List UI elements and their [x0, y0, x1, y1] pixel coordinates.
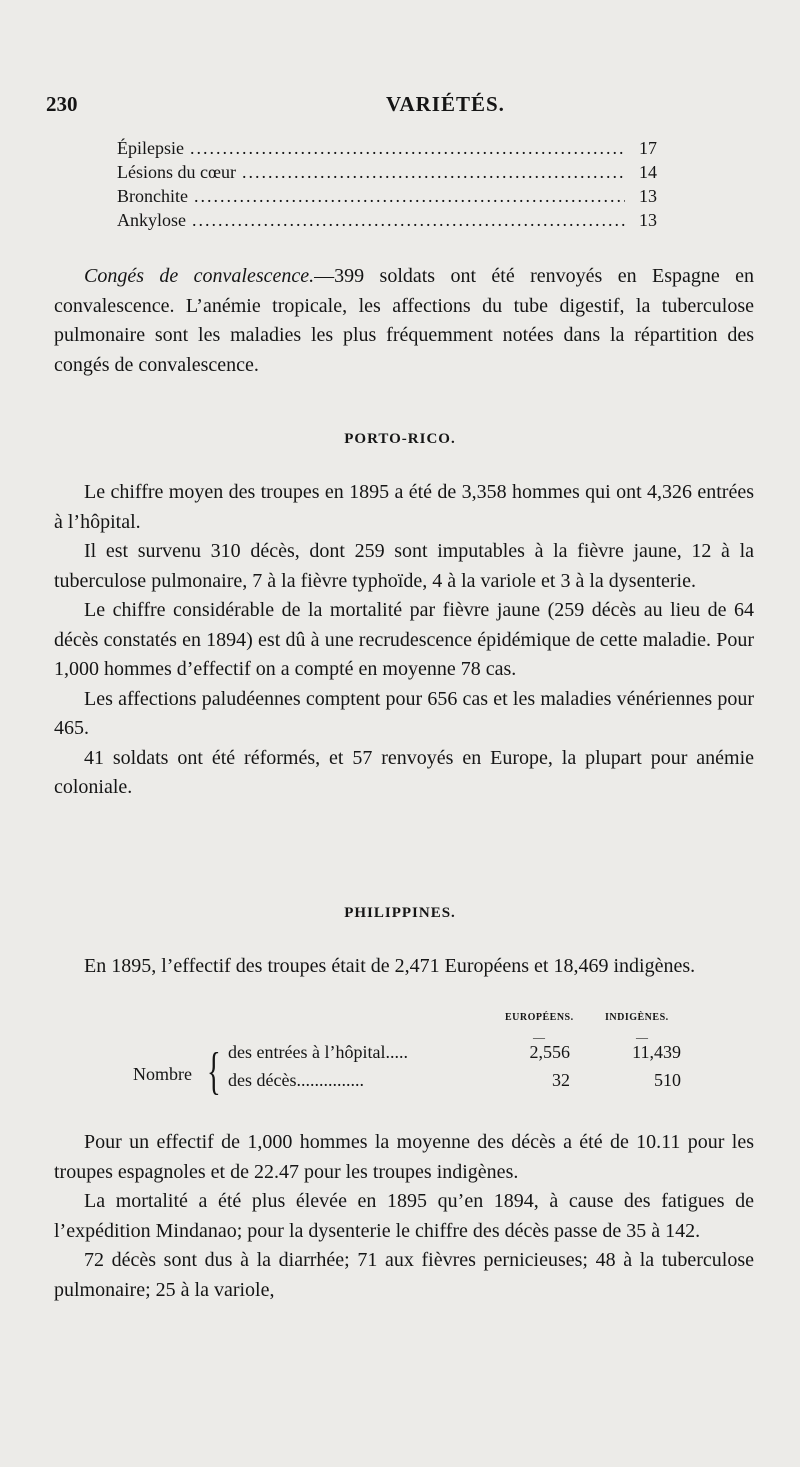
- paragraph: Pour un effectif de 1,000 hommes la moyenne des décès a été de 10.11 pour les troupes espagnoles et de 22.47 pour les troupes indigènes.: [54, 1131, 754, 1183]
- table-cell: 510: [654, 1070, 681, 1090]
- porto-rico-body: [54, 478, 754, 803]
- column-dash: —: [636, 1030, 648, 1044]
- paragraph: Le chiffre considérable de la mortalité par fièvre jaune (259 décès au lieu de 64 décès constatés en 1894) est dû à une recrudescence épidémique de cette maladie. Pour 1,000 hommes d’effectif on a compté en moyenne 78 cas.: [54, 599, 754, 680]
- philippines-body: [54, 1128, 754, 1305]
- philippines-intro: [54, 952, 754, 982]
- paragraph: 72 décès sont dus à la diarrhée; 71 aux fièvres pernicieuses; 48 à la tuberculose pulmonaire; 25 à la variole,: [54, 1249, 754, 1301]
- paragraph: Il est survenu 310 décès, dont 259 sont imputables à la fièvre jaune, 12 à la tuberculose pulmonaire, 7 à la fièvre typhoïde, 4 à la variole et 3 à la dysenterie.: [54, 540, 754, 592]
- table-row-label: des décès...............: [228, 1070, 364, 1090]
- section-title-philippines: PHILIPPINES.: [344, 905, 456, 921]
- list-item: [117, 186, 657, 210]
- row-group-label: Nombre: [133, 1064, 192, 1084]
- paragraph: En 1895, l’effectif des troupes était de 2,471 Européens et 18,469 indigènes.: [84, 955, 696, 977]
- paragraph: Le chiffre moyen des troupes en 1895 a été de 3,358 hommes qui ont 4,326 entrées à l’hôpital.: [54, 481, 754, 533]
- paragraph: La mortalité a été plus élevée en 1895 qu’en 1894, à cause des fatigues de l’expédition Mindanao; pour la dysenterie le chiffre des décès passe de 35 à 142.: [54, 1190, 754, 1242]
- paragraph: 41 soldats ont été réformés, et 57 renvoyés en Europe, la plupart pour anémie coloniale.: [54, 746, 754, 798]
- section-title-porto-rico: PORTO-RICO.: [344, 431, 456, 447]
- leader-dots: [242, 162, 625, 183]
- column-dash: —: [533, 1030, 545, 1044]
- brace: {: [207, 1043, 221, 1100]
- list-item-value: 14: [639, 162, 657, 182]
- table-cell: 32: [552, 1070, 570, 1090]
- list-item-value: 17: [639, 138, 657, 158]
- page-header: [46, 92, 746, 122]
- list-item-value: 13: [639, 210, 657, 230]
- page-number: 230: [46, 92, 78, 116]
- table-cell: 11,439: [632, 1042, 681, 1062]
- list-item: [117, 138, 657, 162]
- running-head: VARIÉTÉS.: [386, 92, 505, 116]
- table-row-label: des entrées à l’hôpital.....: [228, 1042, 408, 1062]
- list-item-label: Bronchite: [117, 186, 188, 206]
- disease-list: [117, 138, 657, 234]
- conges-text: —399 soldats ont été renvoyés en Espagne en convalescence. L’anémie tropicale, les affections du tube digestif, la tuberculose pulmonaire sont les maladies les plus fréquemment notées dans la répartition des congés de convalescence.: [54, 265, 754, 376]
- list-item: [117, 162, 657, 186]
- list-item-label: Ankylose: [117, 210, 186, 230]
- list-item-label: Épilepsie: [117, 138, 184, 158]
- leader-dots: [192, 210, 625, 231]
- list-item: [117, 210, 657, 234]
- list-item-value: 13: [639, 186, 657, 206]
- leader-dots: [190, 138, 625, 159]
- leader-dots: [194, 186, 625, 207]
- list-item-label: Lésions du cœur: [117, 162, 236, 182]
- paragraph: Les affections paludéennes comptent pour 656 cas et les maladies vénériennes pour 465.: [54, 687, 754, 739]
- table-cell: 2,556: [529, 1042, 570, 1062]
- conges-lead: Congés de convalescence.: [84, 265, 315, 287]
- column-header-europeens: EUROPÉENS.: [505, 1012, 574, 1023]
- column-header-indigenes: INDIGÈNES.: [605, 1012, 669, 1023]
- conges-paragraph: [54, 262, 754, 380]
- philippines-table: [133, 1012, 693, 1112]
